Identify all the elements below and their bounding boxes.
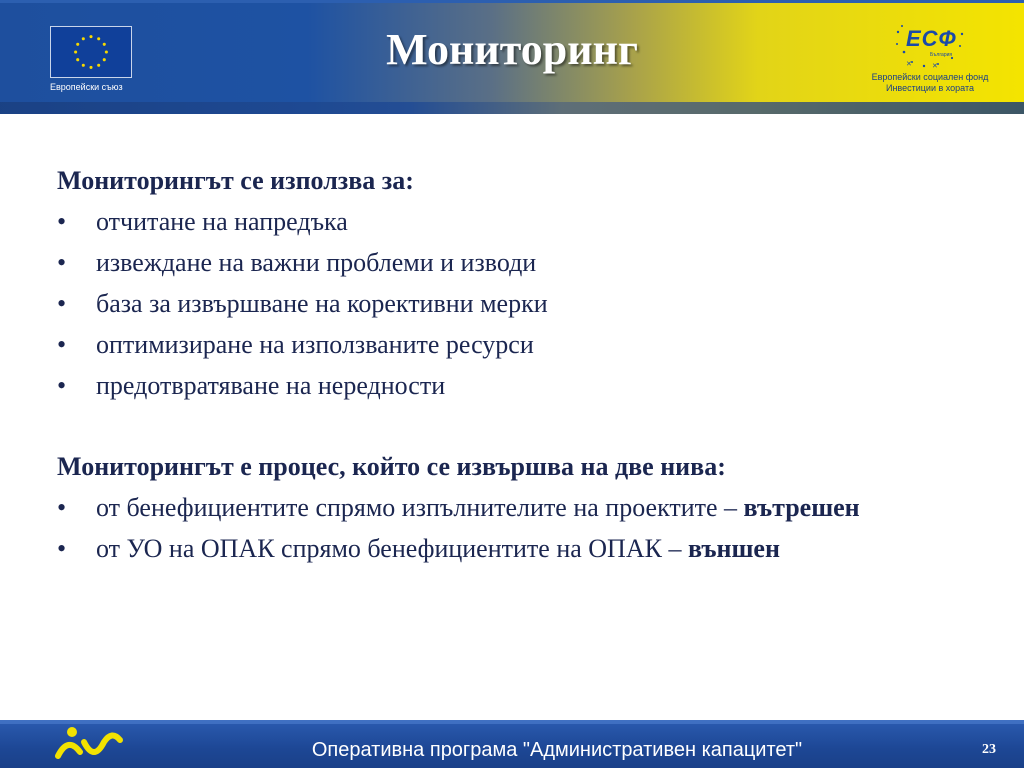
slide-title: Мониторинг: [386, 25, 638, 74]
bullet-icon: •: [57, 493, 67, 522]
esf-mark: ЕСФ: [906, 26, 957, 51]
section1-heading: Мониторингът се използва за:: [57, 166, 414, 195]
svg-text:✕: ✕: [932, 63, 938, 70]
bullet-text: от УО на ОПАК спрямо бенефициентите на ОПАК –: [96, 534, 682, 563]
svg-text:✕: ✕: [906, 61, 912, 68]
bullet-text: отчитане на напредъка: [96, 207, 348, 236]
list-item: [57, 242, 979, 283]
bullet-text: извеждане на важни проблеми и изводи: [96, 248, 537, 277]
page-number: 23: [982, 742, 996, 757]
eu-caption: Европейски съюз: [50, 82, 123, 92]
list-item: [57, 365, 979, 406]
section1-bullet-list: [57, 201, 979, 406]
section2-heading: Мониторингът е процес, който се извършва на две нива:: [57, 452, 726, 481]
bullet-icon: •: [57, 330, 67, 359]
section2-bullet-list: [57, 487, 979, 569]
list-item: [57, 528, 979, 569]
header-bottom-line: [0, 102, 1024, 114]
esf-sub: България: [930, 52, 953, 58]
slide-header: [0, 0, 1024, 114]
footer-program: Оперативна програма "Административен капацитет": [311, 739, 803, 761]
bullet-icon: •: [57, 248, 67, 277]
esf-caption-line1: Европейски социален фонд: [871, 72, 989, 82]
bullet-text: предотвратяване на нередности: [96, 371, 446, 400]
bullet-icon: •: [57, 371, 67, 400]
esf-logo-icon: [892, 22, 968, 70]
bullet-text: оптимизиране на използваните ресурси: [96, 330, 534, 359]
bullet-icon: •: [57, 534, 67, 563]
header-top-line: [0, 0, 1024, 3]
slide-content: [57, 160, 979, 569]
esf-caption: [850, 72, 1010, 94]
list-item: [57, 201, 979, 242]
bullet-emphasis: вътрешен: [743, 493, 860, 522]
bullet-emphasis: външен: [687, 534, 780, 563]
list-item: [57, 324, 979, 365]
footer-shine: [0, 720, 1024, 724]
esf-caption-line2: Инвестиции в хората: [885, 83, 974, 93]
slide-footer: [0, 720, 1024, 768]
bullet-text: от бенефициентите спрямо изпълнителите на проектите –: [96, 493, 738, 522]
bullet-icon: •: [57, 207, 67, 236]
bullet-text: база за извършване на корективни мерки: [96, 289, 548, 318]
section-gap: [57, 406, 979, 446]
bullet-icon: •: [57, 289, 67, 318]
list-item: [57, 283, 979, 324]
list-item: [57, 487, 979, 528]
